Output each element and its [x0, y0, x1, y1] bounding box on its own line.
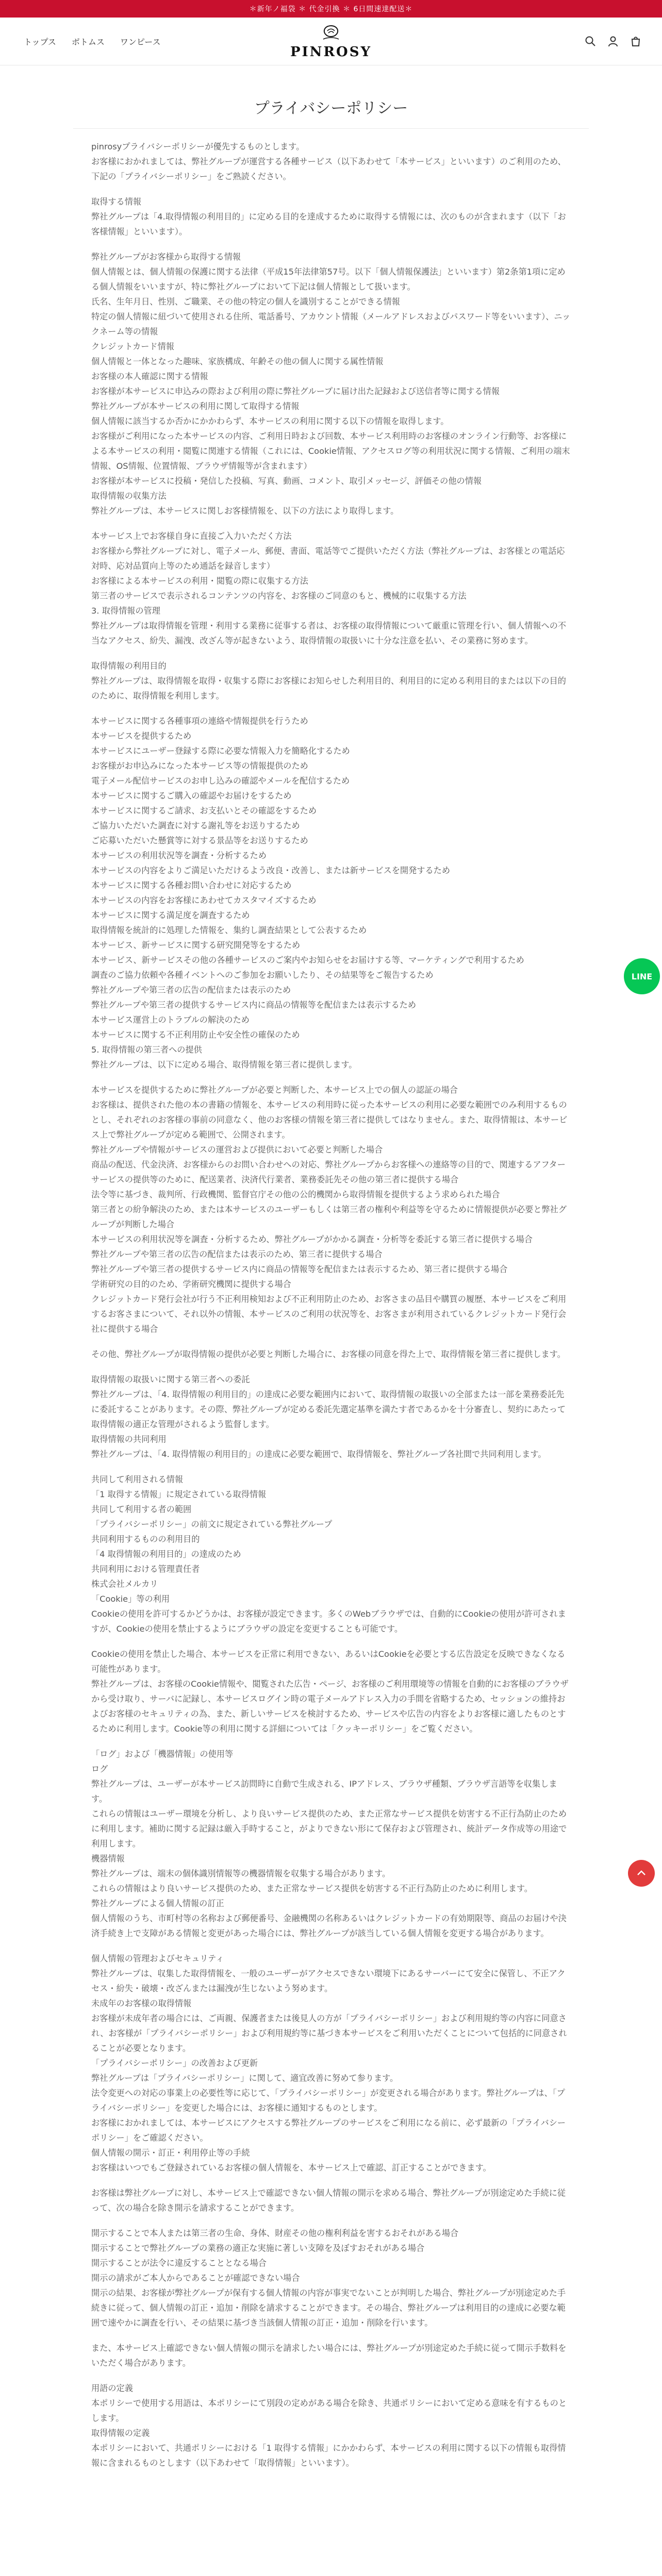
policy-paragraph: 「Cookie」等の利用 [91, 1594, 170, 1604]
policy-paragraph: 個人情報とは、個人情報の保護に関する法律（平成15年法律第57号。以下「個人情報保護法」といいます）第2条第1項に定める個人情報をいいますが、特に弊社グループにおいて下記は個人情報として扱います。 [91, 267, 566, 292]
policy-paragraph: 弊社グループは「プライバシーポリシー」に関して、適宜改善に努めて参ります。 [91, 2073, 399, 2083]
policy-paragraph: お客様が本サービスに投稿・発信した投稿、写真、動画、コメント、取引メッセージ、評価その他の情報 [91, 476, 482, 486]
policy-paragraph: 5. 取得情報の第三者への提供 [91, 1045, 202, 1055]
site-logo[interactable] [290, 24, 372, 60]
policy-paragraph: Cookieの使用を禁止した場合、本サービスを正常に利用できない、あるいはCookieを必要とする広告設定を反映できなくなる可能性があります。 [91, 1649, 566, 1674]
policy-paragraph: これらの情報はより良いサービス提供のため、また正常なサービス提供を妨害する不正行為防止のために利用します。 [91, 1884, 533, 1893]
policy-paragraph: 弊社グループによる個人情報の訂正 [91, 1899, 224, 1908]
policy-paragraph: 本サービスに関するご購入の確認やお届けをするため [91, 791, 292, 801]
paragraph-gap [91, 2370, 571, 2381]
policy-paragraph: 「プライバシーポリシー」の改善および更新 [91, 2058, 258, 2068]
policy-paragraph: お客様から弊社グループに対し、電子メール、郵便、書面、電話等でご提供いただく方法（弊社グループは、お客様との電話応対時、応対品質向上等のため通話を録音します） [91, 546, 565, 571]
policy-paragraph: 弊社グループや第三者の提供するサービス内に商品の情報等を配信または表示するため、第三者に提供する場合 [91, 1264, 508, 1274]
policy-paragraph: 個人情報の開示・訂正・利用停止等の手続 [91, 2148, 250, 2158]
policy-paragraph: これらの情報はユーザー環境を分析し、より良いサービス提供のため、また正常なサービス提供を妨害する不正行為防止のために利用します。補助に関する記録は厳入手時すること，がよりできない形にて保存および管理され、統計データ作成等の用途で利用します。 [91, 1809, 567, 1849]
policy-paragraph: お客様におかれましては、弊社グループが運営する各種サービス（以下あわせて「本サービス」といいます）のご利用のため、下記の「プライバシーポリシー」をご熟読ください。 [91, 157, 566, 181]
policy-paragraph: 取得情報の定義 [91, 2428, 150, 2438]
policy-paragraph: 氏名、生年月日、性別、ご職業、その他の特定の個人を識別することができる情報 [91, 297, 400, 307]
policy-paragraph: 本サービスの利用状況等を調査・分析するため [91, 851, 267, 860]
policy-paragraph: 本サービスに関する各種お問い合わせに対応するため [91, 880, 292, 890]
policy-paragraph: 弊社グループは、収集した取得情報を、一般のユーザーがアクセスできない環境下にあるサーバーにて安全に保管し、不正アクセス・紛失・破壊・改ざんまたは漏洩が生じないよう努めます。 [91, 1969, 566, 1993]
policy-content [91, 139, 571, 2470]
policy-paragraph: 調査のご協力依頼や各種イベントへのご参加をお願いしたり、その結果等をご報告するため [91, 970, 434, 980]
policy-paragraph: 弊社グループは、取得情報を取得・収集する際にお客様にお知らせした利用目的、利用目的に定める利用目的または以下の目的のために、取得情報を利用します。 [91, 676, 566, 701]
policy-paragraph: 用語の定義 [91, 2383, 133, 2393]
policy-paragraph: 弊社グループは、お客様のCookie情報や、閲覧された広告・ページ、お客様のご利用環境等の情報を自動的にお客様のブラウザから受け取り、サーバに記録し、本サービスログイン時の電子メールアドレス入力の手間を省略するため、セッションの維持およびお客様のセキュリティの為、また、新しいサービスを検討するため、サービスや広告の内容をよりお客様に適したものとするために利用します。Cookie等の利用に関する詳細については「クッキーポリシー」をご覧ください。 [91, 1679, 569, 1734]
policy-paragraph: ご応募いただいた懸賞等に対する景品等をお送りするため [91, 836, 308, 845]
paragraph-gap [91, 1636, 571, 1647]
page-title: プライバシーポリシー [254, 99, 408, 117]
paragraph-gap [91, 703, 571, 714]
policy-paragraph: 本ポリシーで使用する用語は、本ポリシーにて別段の定めがある場合を除き、共通ポリシーにおいて定める意味を有するものとします。 [91, 2398, 567, 2423]
policy-paragraph: 本サービスに関するご請求、お支払いとその確認をするため [91, 806, 317, 816]
paragraph-gap [91, 1462, 571, 1472]
promo-banner-text: ＊新年ノ福袋 ＊ 代金引換 ＊ 6日間速達配送＊ [249, 5, 413, 13]
policy-paragraph: 機器情報 [91, 1854, 125, 1863]
policy-paragraph: 本サービスの内容をお客様にあわせてカスタマイズするため [91, 895, 317, 905]
policy-paragraph: 「ログ」および「機器情報」の使用等 [91, 1749, 234, 1759]
policy-paragraph: 3. 取得情報の管理 [91, 606, 160, 616]
policy-paragraph: 本サービス上でお客様自身に直接ご入力いただく方法 [91, 531, 292, 541]
policy-paragraph: 特定の個人情報に紐づいて使用される住所、電話番号、アカウント情報（メールアドレスおよびパスワード等をいいます）、ニックネーム等の情報 [91, 312, 571, 336]
policy-paragraph: 本ポリシーにおいて、共通ポリシーにおける「1 取得する情報」にかかわらず、本サービスの利用に関する以下の情報も取得情報に含まれるものとします（以下あわせて「取得情報」といいます）。 [91, 2443, 566, 2468]
policy-paragraph: 「1 取得する情報」に規定されている取得情報 [91, 1489, 267, 1499]
policy-paragraph: 共同利用するものの利用目的 [91, 1534, 200, 1544]
header-icons [585, 18, 641, 65]
line-button-label: LINE [631, 971, 653, 981]
policy-paragraph: 法令等に基づき、裁判所、行政機関、監督官庁その他の公的機関から取得情報を提供するよう求められた場合 [91, 1190, 500, 1199]
policy-paragraph: お客様は弊社グループに対し、本サービス上で確認できない個人情報の開示を求める場合、弊社グループが別途定めた手続に従って、次の場合を除き開示を請求することができます。 [91, 2188, 566, 2213]
policy-paragraph: 開示の結果、お客様が弊社グループが保有する個人情報の内容が事実でないことが判明した場合、弊社グループが別途定めた手続きに従って、個人情報の訂正・追加・削除を請求することができます。その場合、弊社グループは利用目的の達成に必要な範囲で速やかに調査を行い、その結果に基づき当該個人情報の訂正・追加・削除を行います。 [91, 2288, 566, 2328]
policy-paragraph: 本サービス、新サービスその他の各種サービスのご案内やお知らせをお届けする等、マーケティングで利用するため [91, 955, 524, 965]
user-icon[interactable] [607, 36, 619, 47]
policy-paragraph: 本サービスに関する満足度を調査するため [91, 910, 250, 920]
policy-paragraph: 電子メール配信サービスのお申し込みの確認やメールを配信するため [91, 776, 350, 786]
policy-paragraph: お客様の本人確認に関する情報 [91, 371, 208, 381]
policy-paragraph: お客様による本サービスの利用・閲覧の際に収集する方法 [91, 576, 308, 586]
policy-paragraph: 弊社グループは、端末の個体識別情報等の機器情報を収集する場合があります。 [91, 1869, 391, 1878]
policy-paragraph: クレジットカード情報 [91, 342, 174, 351]
nav-item-bottoms[interactable]: ボトムス [71, 37, 105, 47]
policy-paragraph: 取得情報の共同利用 [91, 1434, 167, 1444]
paragraph-gap [91, 2215, 571, 2226]
policy-paragraph: 株式会社メルカリ [91, 1579, 158, 1589]
policy-paragraph: ご協力いただいた調査に対する謝礼等をお送りするため [91, 821, 300, 831]
policy-paragraph: 本サービスの利用状況等を調査・分析するため、弊社グループがかかる調査・分析等を委託する第三者に提供する場合 [91, 1234, 533, 1244]
policy-paragraph: 本サービスに関する不正利用防止や安全性の確保のため [91, 1030, 300, 1040]
policy-paragraph: 開示の請求がご本人からであることが確認できない場合 [91, 2273, 300, 2283]
policy-paragraph: 弊社グループは、本サービスに関しお客様情報を、以下の方法により取得します。 [91, 506, 399, 516]
policy-paragraph: 第三者との紛争解決のため、または本サービスのユーザーもしくは第三者の権利や利益等を守るために情報提供が必要と弊社グループが判断した場合 [91, 1205, 567, 1229]
policy-paragraph: 弊社グループは「4.取得情報の利用目的」に定める目的を達成するために取得する情報には、次のものが含まれます（以下「お客様情報」といいます）。 [91, 212, 566, 236]
policy-paragraph: 本サービスを提供するため [91, 731, 192, 741]
policy-paragraph: 学術研究の目的のため、学術研究機関に提供する場合 [91, 1279, 291, 1289]
paragraph-gap [91, 1072, 571, 1082]
policy-paragraph: 共同して利用する者の範囲 [91, 1504, 192, 1514]
paragraph-gap [91, 1941, 571, 1951]
policy-paragraph: pinrosyプライバシーポリシーが優先するものとします。 [91, 142, 305, 151]
policy-paragraph: 「プライバシーポリシー」の前文に規定されている弊社グループ [91, 1519, 333, 1529]
paragraph-gap [91, 2175, 571, 2185]
logo-text: PINROSY [290, 44, 372, 60]
paragraph-gap [91, 518, 571, 529]
policy-paragraph: 本サービスを提供するために弊社グループが必要と判断した、本サービス上での個人の認証の場合 [91, 1085, 458, 1095]
paragraph-gap [91, 648, 571, 658]
policy-paragraph: お客様はいつでもご登録されているお客様の個人情報を、本サービス上で確認、訂正することができます。 [91, 2163, 491, 2173]
policy-paragraph: 開示することが法令に違反することとなる場合 [91, 2258, 267, 2268]
cart-icon[interactable] [630, 36, 641, 47]
policy-paragraph: 弊社グループは、ユーザーが本サービス訪問時に自動で生成される、IPアドレス、ブラウザ種類、ブラウザ言語等を収集します。 [91, 1779, 557, 1804]
policy-paragraph: 弊社グループや第三者の広告の配信または表示のため [91, 985, 291, 995]
policy-paragraph: 弊社グループがお客様から取得する情報 [91, 252, 241, 262]
policy-paragraph: お客様が本サービスに申込みの際および利用の際に弊社グループに届け出た記録および送信者等に関する情報 [91, 386, 500, 396]
line-chat-button[interactable] [624, 958, 660, 994]
paragraph-gap [91, 2330, 571, 2341]
policy-paragraph: また、本サービス上確認できない個人情報の開示を請求したい場合には、弊社グループが別途定めた手続に従って開示手数料をいただく場合があります。 [91, 2343, 567, 2368]
paragraph-gap [91, 1362, 571, 1372]
policy-paragraph: 取得する情報 [91, 197, 142, 207]
policy-paragraph: クレジットカード発行会社が行う不正利用検知および不正利用防止のため、お客さまの品目や購買の履歴、本サービスをご利用するお客さまについて、それ以外の情報、本サービスのご利用の状況等を、お客さまが利用されているクレジットカード発行会社に提供する場合 [91, 1294, 567, 1334]
nav-item-onepiece[interactable]: ワンピース [120, 37, 161, 47]
policy-paragraph: 取得情報の取扱いに関する第三者への委託 [91, 1375, 250, 1384]
policy-paragraph: 個人情報に該当するか否かにかかわらず、本サービスの利用に関する以下の情報を取得します。 [91, 416, 449, 426]
policy-paragraph: お客様がお申込みになった本サービス等の情報提供のため [91, 761, 308, 771]
policy-paragraph: お客様は、提供された他の本の書籍の情報を、本サービスの利用時に従った本サービスの利用に必要な範囲でのみ利用するものとし、それぞれのお客様の事前の同意なく、他のお客様の情報を第三者に提供してはなりません。また、取得情報は、本サービス上で弊社グループが定める範囲で、公開されます。 [91, 1100, 568, 1140]
rose-logo-icon [313, 24, 349, 42]
search-icon[interactable] [585, 36, 596, 47]
policy-paragraph: 共同利用における管理責任者 [91, 1564, 200, 1574]
policy-paragraph: 本サービスにユーザー登録する際に必要な情報入力を簡略化するため [91, 746, 350, 756]
policy-paragraph: 本サービス運営上のトラブルの解決のため [91, 1015, 250, 1025]
title-divider [73, 128, 589, 129]
policy-paragraph: 本サービスの内容をよりご満足いただけるよう改良・改善し、または新サービスを開発するため [91, 866, 451, 875]
paragraph-gap [91, 239, 571, 249]
policy-paragraph: お客様が未成年者の場合には、ご両親、保護者または後見人の方が「プライバシーポリシー」および利用規約等の内容に同意され、お客様が「プライバシーポリシー」および利用規約等に基づき本サービスをご利用いただくことについて包括的に同意されることが必要となります。 [91, 2013, 567, 2053]
paragraph-gap [91, 1736, 571, 1747]
policy-paragraph: 商品の配送、代金決済、お客様からのお問い合わせへの対応、弊社グループからお客様への連絡等の目的で、関連するアフターサービスの提供等のために、配送業者、決済代行業者、業務委託先その他の第三者に提供する場合 [91, 1160, 566, 1184]
policy-paragraph: 未成年のお客様の取得情報 [91, 1998, 192, 2008]
policy-paragraph: 取得情報の収集方法 [91, 491, 167, 501]
policy-paragraph: 本サービス、新サービスに関する研究開発等をするため [91, 940, 301, 950]
policy-paragraph: 個人情報のうち、市町村等の名称および郵便番号、金融機関の名称あるいはクレジットカードの有効期限等、商品のお届けや決済手続き上で支障がある情報と変更があった場合には、弊社グループが該当している個人情報を変更する場合があります。 [91, 1913, 567, 1938]
policy-paragraph: 法令変更への対応の事業上の必要性等に応じて、「プライバシーポリシー」が変更される場合があります。弊社グループは、「プライバシーポリシー」を変更した場合には、お客様に通知するものとします。 [91, 2088, 565, 2113]
policy-paragraph: 個人情報と一体となった趣味、家族構成、年齢その他の個人に関する属性情報 [91, 357, 384, 366]
policy-paragraph: 弊社グループは、「4. 取得情報の利用目的」の達成に必要な範囲内において、取得情報の取扱いの全部または一部を業務委託先に委託することがあります。その際、弊社グループが定める委託先選定基準を満たす者であるかを十分審査し、契約にあたって取得情報の適正な管理がされるよう監督します。 [91, 1389, 566, 1429]
back-to-top-button[interactable] [628, 1860, 655, 1887]
policy-paragraph: 弊社グループは取得情報を管理・利用する業務に従事する者は、お客様の取得情報について厳重に管理を行い、個人情報への不当なアクセス、紛失、漏洩、改ざん等が起きないよう、取得情報の取扱いに十分な注意を払い、その業務に努めます。 [91, 621, 567, 646]
policy-paragraph: 開示することで本人または第三者の生命、身体、財産その他の権利利益を害するおそれがある場合 [91, 2228, 459, 2238]
policy-paragraph: 取得情報の利用目的 [91, 661, 167, 671]
policy-paragraph: 弊社グループや第三者の提供するサービス内に商品の情報等を配信または表示するため [91, 1000, 417, 1010]
policy-paragraph: 「4 取得情報の利用目的」の達成のため [91, 1549, 241, 1559]
policy-paragraph: その他、弊社グループが取得情報の提供が必要と判断した場合に、お客様の同意を得た上で、取得情報を第三者に提供します。 [91, 1349, 566, 1359]
policy-paragraph: 開示することで弊社グループの業務の適正な実施に著しい支障を及ぼすおそれがある場合 [91, 2243, 425, 2253]
policy-paragraph: 弊社グループは、「4. 取得情報の利用目的」の達成に必要な範囲で、取得情報を、弊社グループ各社間で共同利用します。 [91, 1449, 547, 1459]
paragraph-gap [91, 1336, 571, 1347]
policy-paragraph: 弊社グループや第三者の広告の配信または表示のため、第三者に提供する場合 [91, 1249, 383, 1259]
promo-banner[interactable] [0, 0, 662, 18]
policy-paragraph: 取得情報を統計的に処理した情報を、集約し調査結果として公表するため [91, 925, 367, 935]
policy-paragraph: 共同して利用される情報 [91, 1475, 184, 1484]
policy-paragraph: Cookieの使用を許可するかどうかは、お客様が設定できます。多くのWebブラウザでは、自動的にCookieの使用が許可されますが、Cookieの使用を禁止するようにブラウザの設定を変更することも可能です。 [91, 1609, 566, 1634]
policy-paragraph: ログ [91, 1764, 108, 1774]
arrow-up-icon [636, 1868, 647, 1879]
paragraph-gap [91, 184, 571, 194]
policy-paragraph: 個人情報の管理およびセキュリティ [91, 1954, 224, 1963]
policy-paragraph: お客様におかれましては、本サービスにアクセスする弊社グループのサービスをご利用になる前に、必ず最新の「プライバシーポリシー」をご確認ください。 [91, 2118, 566, 2143]
policy-paragraph: 第三者のサービスで表示されるコンテンツの内容を、お客様のご同意のもと、機械的に収集する方法 [91, 591, 467, 601]
policy-paragraph: お客様がご利用になった本サービスの内容、ご利用日時および回数、本サービス利用時のお客様のオンライン行動等、お客様による本サービスの利用・閲覧に関連する情報（これには、Cookie情報、アクセスログ等の利用状況に関する情報、ご利用の端末情報、OS情報、位置情報、ブラウザ情報等が含まれます） [91, 431, 570, 471]
site-header [0, 18, 662, 65]
policy-paragraph: 本サービスに関する各種事項の連絡や情報提供を行うため [91, 716, 308, 726]
policy-paragraph: 弊社グループは、以下に定める場合、取得情報を第三者に提供します。 [91, 1060, 357, 1070]
nav-item-tops[interactable]: トップス [24, 37, 56, 47]
main-nav [24, 18, 160, 65]
policy-paragraph: 弊社グループが本サービスの利用に関して取得する情報 [91, 401, 300, 411]
policy-paragraph: 弊社グループや情報がサービスの運営および提供において必要と判断した場合 [91, 1145, 383, 1155]
